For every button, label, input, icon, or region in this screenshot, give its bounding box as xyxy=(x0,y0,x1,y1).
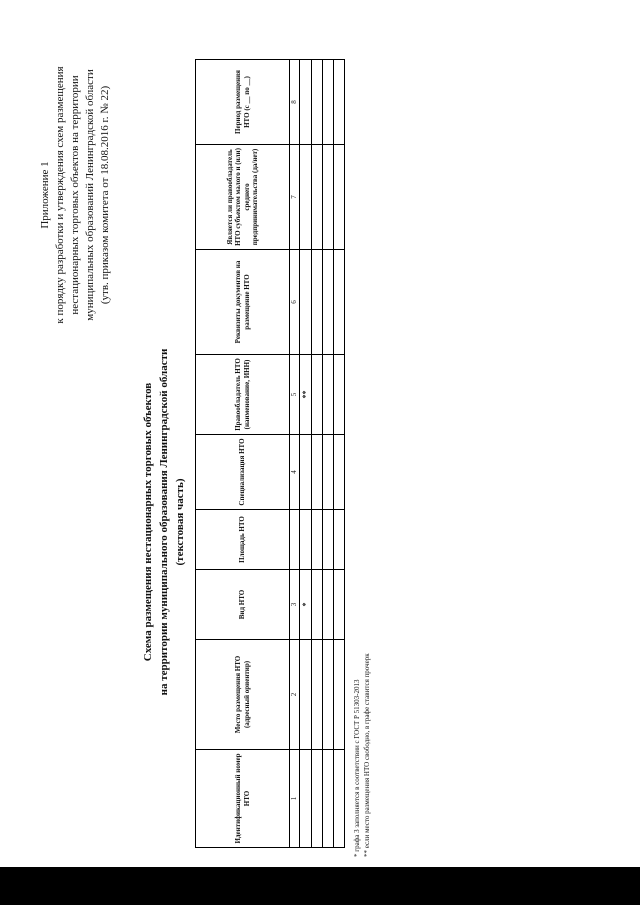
table-cell xyxy=(334,145,345,250)
table-cell xyxy=(312,435,323,510)
table-cell xyxy=(334,640,345,750)
table-cell xyxy=(300,510,312,570)
table-cell: ** xyxy=(300,355,312,435)
table-header-cell: Идентификационный номер НТО xyxy=(196,750,290,848)
appendix-line: нестационарных торговых объектов на территории xyxy=(69,75,81,315)
table-cell xyxy=(300,145,312,250)
table-cell xyxy=(334,250,345,355)
table-cell: 8 xyxy=(290,60,300,145)
table-cell: * xyxy=(300,570,312,640)
table-cell xyxy=(312,570,323,640)
table-cell xyxy=(323,750,334,848)
table-cell xyxy=(300,750,312,848)
table-cell xyxy=(323,570,334,640)
table-cell xyxy=(323,510,334,570)
table-cell: 5 xyxy=(290,355,300,435)
table-header-cell: Вид НТО xyxy=(196,570,290,640)
table-cell xyxy=(300,640,312,750)
table-row xyxy=(290,60,300,848)
footnote: * графа 3 заполняется в соответствии с ГОСТ Р 51303-2013 xyxy=(353,679,361,857)
table-cell xyxy=(312,250,323,355)
table-row xyxy=(312,60,323,848)
table-cell xyxy=(290,510,300,570)
table-header-cell: Специализация НТО xyxy=(196,435,290,510)
appendix-line: (утв. приказом комитета от 18.08.2016 г. № 22) xyxy=(99,85,111,305)
table-header-cell: Является ли правообладатель НТО субъектом малого и (или) среднего предпринимательства (да/нет) xyxy=(196,145,290,250)
table-row xyxy=(300,60,312,848)
table-body xyxy=(290,60,345,848)
table-cell xyxy=(323,355,334,435)
table-cell xyxy=(312,355,323,435)
appendix-number: Приложение 1 xyxy=(39,161,51,229)
table-header-cell: Площадь НТО xyxy=(196,510,290,570)
table-cell xyxy=(334,435,345,510)
table-row xyxy=(323,60,334,848)
table-header-cell: Реквизиты документов на размещение НТО xyxy=(196,250,290,355)
table-cell xyxy=(323,60,334,145)
table-cell xyxy=(312,510,323,570)
appendix-line: к порядку разработки и утверждения схем размещения xyxy=(54,66,66,324)
table-cell xyxy=(312,640,323,750)
footnote: ** если место размещения НТО свободно, в графе ставится прочерк xyxy=(363,653,371,857)
title-line: на территории муниципального образования Ленинградской области xyxy=(158,348,170,696)
table-cell xyxy=(323,145,334,250)
table-cell xyxy=(334,60,345,145)
table-cell xyxy=(323,250,334,355)
table-cell xyxy=(334,355,345,435)
table-cell: 6 xyxy=(290,250,300,355)
document-title xyxy=(140,312,188,732)
table-cell: 1 xyxy=(290,750,300,848)
table-header-row xyxy=(196,60,290,848)
appendix-line: муниципальных образований Ленинградской области xyxy=(84,69,96,321)
scan-black-bar xyxy=(0,867,640,905)
title-line: Схема размещения нестационарных торговых объектов xyxy=(142,382,154,662)
table-cell xyxy=(312,60,323,145)
appendix-header xyxy=(38,25,113,365)
nto-table xyxy=(195,59,345,848)
table-header-cell: Правообладатель НТО (наименование, ИНН) xyxy=(196,355,290,435)
table-cell xyxy=(312,750,323,848)
table-cell xyxy=(323,435,334,510)
table-cell xyxy=(300,250,312,355)
table-header-cell: Место размещения НТО (адресный ориентир) xyxy=(196,640,290,750)
table-cell xyxy=(300,60,312,145)
table-cell: 4 xyxy=(290,435,300,510)
table-cell xyxy=(334,570,345,640)
table-cell: 2 xyxy=(290,640,300,750)
title-line: (текстовая часть) xyxy=(174,478,186,566)
table-cell: 7 xyxy=(290,145,300,250)
table-header-cell: Период размещения НТО (с __ по __) xyxy=(196,60,290,145)
table-cell xyxy=(300,435,312,510)
table-cell xyxy=(312,145,323,250)
table-cell: 3 xyxy=(290,570,300,640)
table-cell xyxy=(334,510,345,570)
table-row xyxy=(334,60,345,848)
footnotes xyxy=(352,437,372,857)
table-cell xyxy=(334,750,345,848)
table-cell xyxy=(323,640,334,750)
